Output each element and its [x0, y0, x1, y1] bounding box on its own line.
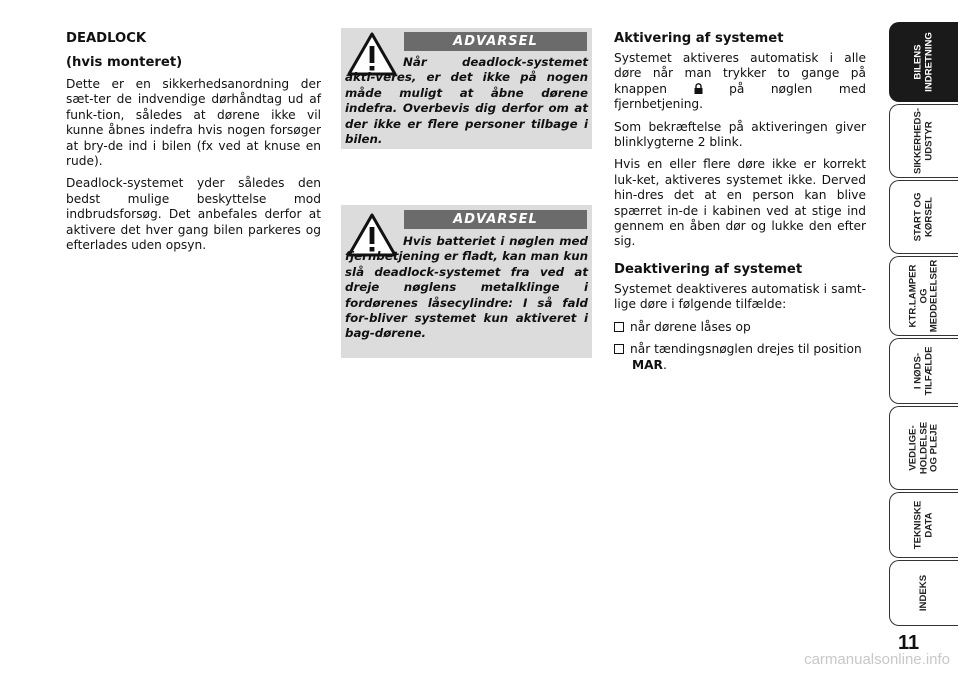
paragraph: Hvis en eller flere døre ikke er korrekt luk-ket, aktiveres systemet ikke. Derved hin-dres det at en person kan blive spærret in-de i kabinen ved at stige ind gennem en åben dør og lukke den efter sig.	[614, 157, 866, 249]
tab-bilens-indretning[interactable]	[889, 22, 958, 102]
tab-label: START OG KØRSEL	[912, 192, 934, 242]
tab-label: KTR.LAMPER OG MEDDELELSER	[907, 259, 940, 333]
checkbox-bullet-icon	[614, 344, 624, 354]
section-heading: DEADLOCK	[66, 31, 147, 46]
tab-vedligeholdelse[interactable]	[889, 406, 958, 490]
paragraph: Deadlock-systemet yder således den bedst mulige beskyttelse mod indbrudsforsøg. Det anbefales derfor at aktivere det hver gang bilen parkeres og efterlades uden opsyn.	[66, 176, 321, 253]
tab-label: I NØDS- TILFÆLDE	[912, 346, 934, 396]
watermark: carmanualsonline.info	[804, 651, 950, 668]
list-item	[614, 320, 866, 335]
list-item-text: når dørene låses op	[630, 319, 751, 334]
paragraph-text: Systemet aktiveres automatisk i alle døre når man trykker to gange på knappen	[614, 51, 866, 96]
tab-sikkerhedsudstyr[interactable]	[889, 104, 958, 178]
warning-text: Hvis batteriet i nøglen med fjernbetjening er fladt, kan man kun slå deadlock-systemet fra ved at dreje nøglens metalklinge i fordørenes låsecylindre: I så fald for-bliver systemet kun aktiveret i bag-dørene.	[345, 234, 588, 341]
list-item-bold: MAR	[632, 357, 663, 372]
checkbox-bullet-icon	[614, 322, 624, 332]
warning-label: ADVARSEL	[404, 210, 587, 229]
paragraph: Som bekræftelse på aktiveringen giver blinklygterne 2 blink.	[614, 119, 866, 150]
section-heading: Aktivering af systemet	[614, 31, 784, 46]
list-item	[614, 342, 866, 373]
list-item-text: når tændingsnøglen drejes til position	[630, 342, 862, 357]
tab-label: BILENS INDRETNING	[912, 32, 934, 92]
tab-start-og-korsel[interactable]	[889, 180, 958, 254]
tab-label: VEDLIGE- HOLDELSE OG PLEJE	[907, 421, 940, 475]
tab-tekniske-data[interactable]	[889, 492, 958, 558]
list-item-end: .	[662, 357, 667, 372]
deadlock-section	[66, 30, 321, 260]
tab-kontrollamper[interactable]	[889, 256, 958, 336]
section-heading: Deaktivering af systemet	[614, 261, 803, 277]
tab-label: INDEKS	[917, 574, 929, 612]
tab-label: SIKKERHEDS- UDSTYR	[912, 107, 934, 175]
page-number: 11	[898, 632, 920, 654]
lock-icon	[694, 83, 703, 94]
tab-indeks[interactable]	[889, 560, 958, 626]
warning-label: ADVARSEL	[404, 32, 587, 51]
paragraph	[614, 51, 866, 113]
paragraph-text: på nøglen med fjernbetjening.	[614, 81, 867, 112]
tab-label: TEKNISKE DATA	[912, 500, 934, 550]
paragraph: Systemet deaktiveres automatisk i samt-lige døre i følgende tilfælde:	[614, 281, 866, 312]
section-subheading: (hvis monteret)	[66, 55, 183, 70]
activation-section	[614, 30, 866, 380]
warning-text: Når deadlock-systemet akti-veres, er det ikke på nogen måde muligt at åbne dørene indefra. Overbevis dig derfor om at der ikke er flere personer tilbage i bilen.	[345, 55, 588, 147]
tab-i-nodstilfaelde[interactable]	[889, 338, 958, 404]
paragraph: Dette er en sikkerhedsanordning der sæt-ter de indvendige dørhåndtag ud af funk-tion, således at dørene ikke vil kunne åbnes indefra hvis nogen forsøger at bry-de ind i bilen (fx ved at knuse en rude).	[66, 77, 321, 169]
